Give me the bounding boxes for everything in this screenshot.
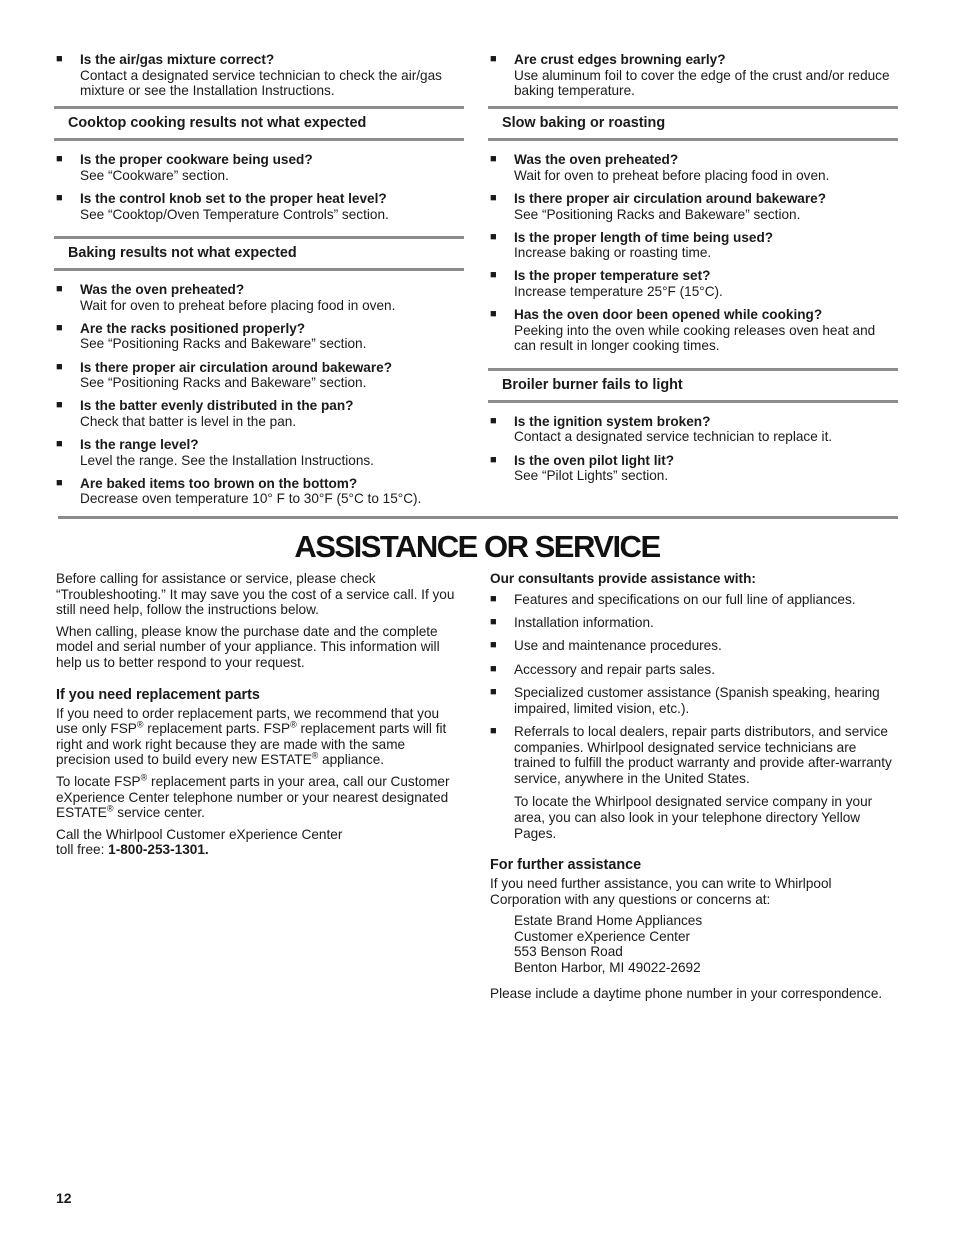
square-bullet-icon — [490, 414, 497, 430]
list-item: ■ Features and specifications on our full line of appliances. — [490, 592, 900, 608]
answer: See “Cookware” section. — [80, 167, 229, 183]
answer: Increase baking or roasting time. — [514, 245, 712, 261]
locate-parts-paragraph: To locate FSP® replacement parts in your area, call our Customer eXperience Center telephone number or your nearest designated ESTATE® service center. — [56, 772, 450, 821]
square-bullet-icon — [490, 52, 497, 68]
section-divider — [58, 516, 898, 519]
list-item — [56, 282, 464, 313]
intro-paragraph: Before calling for assistance or service, please check “Troubleshooting.” It may save you the cost of a service call. If you still need help, follow the instructions below. — [56, 571, 455, 618]
call-paragraph: Call the Whirlpool Customer eXperience Center toll free: 1-800-253-1301. — [56, 826, 343, 858]
square-bullet-icon — [490, 638, 497, 654]
answer: See “Cooktop/Oven Temperature Controls” section. — [80, 206, 389, 222]
list-item — [490, 191, 898, 222]
troubleshooting-left-column — [56, 52, 464, 514]
question: Was the oven preheated? — [80, 282, 245, 298]
assistance-right-column — [490, 571, 900, 1007]
square-bullet-icon — [56, 437, 63, 453]
square-bullet-icon — [490, 152, 497, 168]
answer: Contact a designated service technician to replace it. — [514, 429, 833, 445]
question: Is the range level? — [80, 436, 199, 452]
question: Is the proper cookware being used? — [80, 152, 313, 168]
list-item — [490, 268, 898, 299]
list-item: ■ Installation information. — [490, 615, 900, 631]
square-bullet-icon — [56, 360, 63, 376]
list-item — [490, 230, 898, 261]
list-item: ■ Use and maintenance procedures. — [490, 638, 900, 654]
list-item — [490, 453, 898, 484]
locate-service-paragraph: To locate the Whirlpool designated service company in your area, you can also look in your telephone directory Yellow Pages. — [514, 794, 873, 841]
assistance-left-column — [56, 571, 462, 864]
question: Is the control knob set to the proper heat level? — [80, 190, 387, 206]
square-bullet-icon — [490, 230, 497, 246]
list-item — [490, 52, 898, 99]
closing-paragraph: Please include a daytime phone number in your correspondence. — [490, 985, 883, 1001]
consultants-heading: Our consultants provide assistance with: — [490, 571, 756, 586]
question: Are the racks positioned properly? — [80, 320, 306, 336]
square-bullet-icon — [490, 191, 497, 207]
list-item — [56, 437, 464, 468]
square-bullet-icon — [490, 453, 497, 469]
list-item — [56, 360, 464, 391]
answer: Peeking into the oven while cooking releases oven heat and can result in longer cooking times. — [514, 322, 876, 354]
question: Are baked items too brown on the bottom? — [80, 475, 358, 491]
replacement-parts-heading: If you need replacement parts — [56, 686, 260, 703]
square-bullet-icon — [56, 476, 63, 492]
answer: See “Pilot Lights” section. — [514, 468, 669, 484]
answer: Increase temperature 25°F (15°C). — [514, 283, 723, 299]
question: Is the air/gas mixture correct? — [80, 52, 275, 67]
question: Are crust edges browning early? — [514, 52, 726, 67]
square-bullet-icon — [56, 282, 63, 298]
question: Is the proper temperature set? — [514, 268, 711, 284]
question: Is the proper length of time being used? — [514, 229, 774, 245]
question: Is there proper air circulation around bakeware? — [514, 190, 826, 206]
answer: Decrease oven temperature 10° F to 30°F (5°C to 15°C). — [80, 491, 422, 507]
list-item: ■ Specialized customer assistance (Spanish speaking, hearing impaired, limited vision, etc.). — [490, 685, 900, 716]
square-bullet-icon — [490, 724, 497, 740]
answer: See “Positioning Racks and Bakeware” section. — [514, 206, 801, 222]
list-item: ■ Accessory and repair parts sales. — [490, 662, 900, 678]
question: Was the oven preheated? — [514, 152, 679, 168]
list-item — [56, 398, 464, 429]
square-bullet-icon — [56, 398, 63, 414]
square-bullet-icon — [490, 615, 497, 631]
section-heading-broiler: Broiler burner fails to light — [488, 368, 898, 403]
square-bullet-icon — [56, 321, 63, 337]
answer: Contact a designated service technician to check the air/gas mixture or see the Installation Instructions. — [80, 67, 442, 99]
answer: Check that batter is level in the pan. — [80, 413, 297, 429]
further-assistance-paragraph: If you need further assistance, you can write to Whirlpool Corporation with any questions or concerns at: — [490, 876, 832, 907]
answer: Use aluminum foil to cover the edge of the crust and/or reduce baking temperature. — [514, 67, 890, 99]
square-bullet-icon — [56, 52, 63, 68]
answer: See “Positioning Racks and Bakeware” section. — [80, 375, 367, 391]
section-heading-cooktop: Cooktop cooking results not what expected — [54, 106, 464, 141]
answer: Level the range. See the Installation Instructions. — [80, 452, 374, 468]
list-item — [56, 191, 464, 222]
answer: Wait for oven to preheat before placing food in oven. — [514, 167, 830, 183]
square-bullet-icon — [490, 592, 497, 608]
question: Has the oven door been opened while cooking? — [514, 307, 823, 323]
question: Is the batter evenly distributed in the pan? — [80, 398, 354, 414]
mailing-address: Estate Brand Home Appliances Customer eXperience Center 553 Benson Road Benton Harbor, MI 49022-2692 — [514, 913, 703, 976]
list-item — [490, 414, 898, 445]
answer: See “Positioning Racks and Bakeware” section. — [80, 336, 367, 352]
list-item: ■ Referrals to local dealers, repair parts distributors, and service companies. Whirlpool designated service technicians are trained to fulfill the product warranty and provide after-warranty service, anywhere in the United States. — [490, 724, 900, 786]
square-bullet-icon — [490, 268, 497, 284]
square-bullet-icon — [490, 685, 497, 701]
square-bullet-icon — [56, 191, 63, 207]
square-bullet-icon — [490, 662, 497, 678]
square-bullet-icon — [56, 152, 63, 168]
list-item — [56, 321, 464, 352]
list-item — [56, 52, 464, 99]
square-bullet-icon — [490, 307, 497, 323]
section-heading-baking: Baking results not what expected — [54, 236, 464, 271]
section-heading-slow-baking: Slow baking or roasting — [488, 106, 898, 141]
question: Is the oven pilot light lit? — [514, 452, 675, 468]
question: Is the ignition system broken? — [514, 413, 711, 429]
intro-paragraph: When calling, please know the purchase date and the complete model and serial number of your appliance. This information will help us to better respond to your request. — [56, 623, 440, 670]
phone-number: 1-800-253-1301. — [108, 842, 209, 858]
list-item — [56, 476, 464, 507]
question: Is there proper air circulation around bakeware? — [80, 359, 392, 375]
replacement-parts-paragraph: If you need to order replacement parts, we recommend that you use only FSP® replacement parts. FSP® replacement parts will fit right and work right because they are made with the same precision used to build every new ESTATE® appliance. — [56, 705, 447, 768]
further-assistance-heading: For further assistance — [490, 857, 642, 874]
troubleshooting-right-column — [490, 52, 898, 491]
answer: Wait for oven to preheat before placing food in oven. — [80, 297, 396, 313]
page-number: 12 — [56, 1190, 72, 1206]
page-title: ASSISTANCE OR SERVICE — [294, 529, 660, 564]
list-item — [490, 307, 898, 354]
list-item — [490, 152, 898, 183]
list-item — [56, 152, 464, 183]
